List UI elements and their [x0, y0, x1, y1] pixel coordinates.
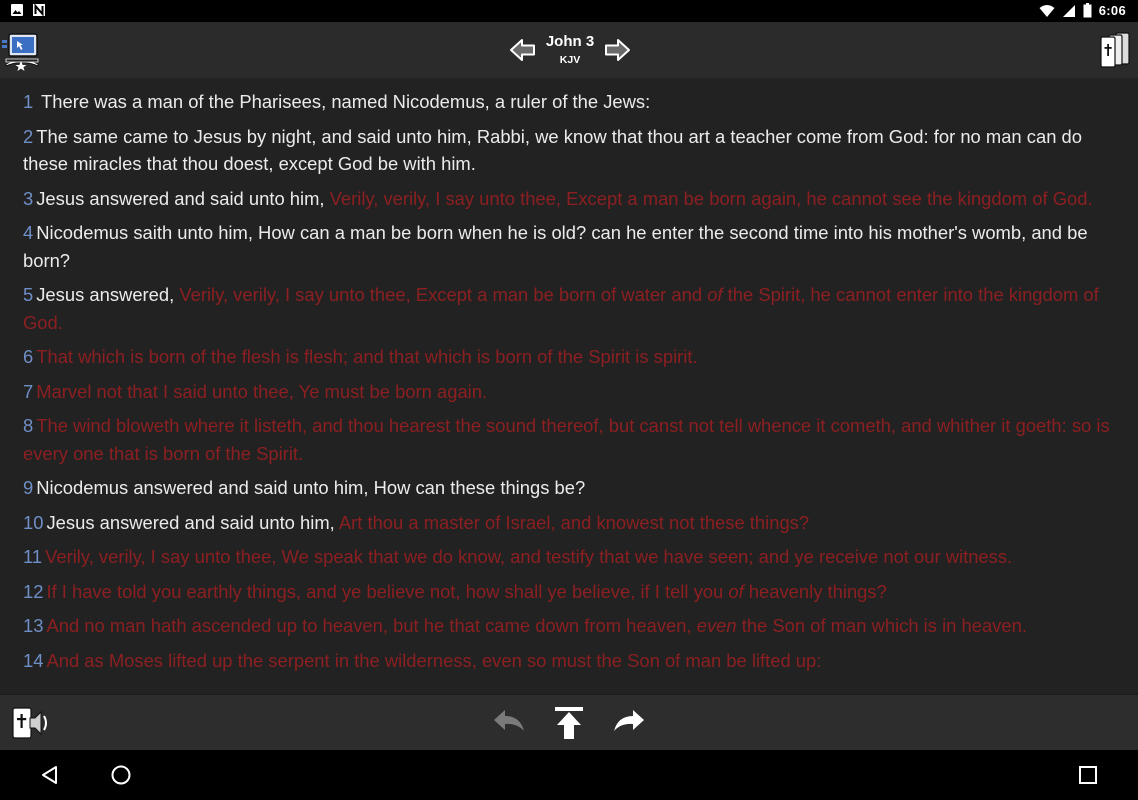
words-of-christ-text: Verily, verily, I say unto thee, Except a man be born of water and: [179, 284, 708, 305]
verse-text: Jesus answered and said unto him,: [46, 511, 339, 533]
verse-text: The same came to Jesus by night, and said unto him, Rabbi, we know that thou art a teacher come from God: for no man can do these miracles that thou doest, except God be with him.: [23, 125, 1082, 174]
clock-time: 6:06: [1098, 3, 1126, 18]
verse-5[interactable]: [23, 281, 1118, 336]
verse-number: 5: [23, 284, 34, 305]
verse-text: Nicodemus answered and said unto him, How can these things be?: [36, 477, 586, 498]
forward-arrow-icon: [610, 705, 648, 741]
words-of-christ-text: of: [728, 580, 744, 602]
words-of-christ-text: If I have told you earthly things, and ye believe not, how shall ye believe, if I tell you: [46, 580, 729, 602]
battery-icon: [1083, 3, 1092, 18]
arrow-right-icon: [603, 37, 631, 63]
verse-12[interactable]: [23, 578, 1118, 606]
chapter-content[interactable]: [0, 78, 1138, 694]
nav-back-icon: [38, 763, 62, 787]
verse-11[interactable]: [23, 543, 1118, 571]
next-chapter-button[interactable]: [603, 37, 631, 63]
words-of-christ-text: heavenly things?: [743, 580, 887, 602]
status-left: [10, 3, 46, 17]
app-logo-icon: [0, 28, 42, 72]
system-recents-button[interactable]: [1076, 763, 1100, 787]
system-back-button[interactable]: [38, 763, 62, 787]
verse-text: Nicodemus saith unto him, How can a man be born when he is old? can he enter the second time into his mother's womb, and be born?: [23, 222, 1088, 271]
verse-number: 2: [23, 125, 34, 147]
app-header: [0, 22, 1138, 79]
words-of-christ-text: That which is born of the flesh is flesh; and that which is born of the Spirit is spirit.: [36, 346, 698, 367]
verse-number: 10: [23, 511, 44, 533]
chapter-navigator: [505, 28, 635, 72]
chapter-title[interactable]: John 3: [545, 33, 595, 50]
verse-14[interactable]: [23, 647, 1118, 675]
verse-text: Jesus answered and said unto him,: [36, 187, 330, 209]
verse-8[interactable]: [23, 412, 1118, 467]
words-of-christ-text: And no man hath ascended up to heaven, but he that came down from heaven,: [46, 615, 697, 636]
bottom-toolbar: [0, 694, 1138, 751]
words-of-christ-text: the Son of man which is in heaven.: [736, 615, 1027, 636]
verse-number: 7: [23, 380, 34, 402]
verse-10[interactable]: [23, 509, 1118, 537]
verse-3[interactable]: [23, 185, 1118, 213]
verse-4[interactable]: [23, 219, 1118, 274]
nav-home-icon: [109, 763, 133, 787]
status-bar: [0, 0, 1138, 22]
words-of-christ-text: Verily, verily, I say unto thee, Except a man be born again, he cannot see the kingdom of God.: [329, 187, 1093, 209]
history-back-button[interactable]: [490, 705, 528, 741]
verse-number: 8: [23, 415, 34, 436]
words-of-christ-text: of: [707, 284, 723, 305]
verse-number: 6: [23, 346, 34, 367]
verse-number: 13: [23, 615, 44, 636]
words-of-christ-text: even: [696, 615, 737, 636]
verse-number: 3: [23, 187, 34, 209]
back-arrow-icon: [490, 705, 528, 741]
words-of-christ-text: the Spirit, he cannot enter into the kingdom of God.: [23, 284, 1099, 333]
nav-recents-icon: [1076, 763, 1100, 787]
status-right: [1039, 3, 1126, 18]
system-nav-bar: [0, 750, 1138, 800]
image-icon: [10, 3, 24, 17]
system-home-button[interactable]: [109, 763, 133, 787]
verse-1[interactable]: [23, 88, 1118, 116]
verse-text: There was a man of the Pharisees, named Nicodemus, a ruler of the Jews:: [36, 91, 651, 112]
history-forward-button[interactable]: [610, 705, 648, 741]
verse-number: 11: [23, 546, 43, 567]
wifi-icon: [1039, 4, 1055, 18]
verse-7[interactable]: [23, 378, 1118, 406]
books-button[interactable]: [1098, 30, 1132, 68]
app-menu-button[interactable]: [0, 28, 42, 72]
words-of-christ-text: Art thou a master of Israel, and knowest not these things?: [338, 511, 810, 533]
bible-version[interactable]: KJV: [559, 54, 581, 66]
verse-number: 1: [23, 91, 34, 112]
signal-icon: [1062, 4, 1076, 18]
app-n-icon: [32, 3, 46, 17]
verse-2[interactable]: [23, 123, 1118, 178]
words-of-christ-text: The wind bloweth where it listeth, and thou hearest the sound thereof, but canst not tell whence it cometh, and whither it goeth: so is every one that is born of the Spirit.: [23, 415, 1110, 464]
books-icon: [1098, 30, 1132, 68]
verse-number: 9: [23, 477, 34, 498]
audio-bible-icon: [10, 703, 52, 743]
audio-bible-button[interactable]: [10, 703, 52, 743]
verse-text: Jesus answered,: [36, 284, 180, 305]
scroll-to-top-button[interactable]: [550, 705, 588, 741]
words-of-christ-text: Marvel not that I said unto thee, Ye must be born again.: [36, 380, 488, 402]
verse-number: 14: [23, 649, 44, 671]
verse-number: 4: [23, 222, 34, 243]
verse-6[interactable]: [23, 343, 1118, 371]
words-of-christ-text: And as Moses lifted up the serpent in the wilderness, even so must the Son of man be lifted up:: [46, 649, 822, 671]
verse-number: 12: [23, 580, 44, 602]
verse-list: [0, 78, 1138, 674]
verse-13[interactable]: [23, 612, 1118, 640]
scroll-top-icon: [550, 705, 588, 741]
words-of-christ-text: Verily, verily, I say unto thee, We speak that we do know, and testify that we have seen; and ye receive not our witness.: [45, 546, 1013, 567]
verse-9[interactable]: [23, 474, 1118, 502]
